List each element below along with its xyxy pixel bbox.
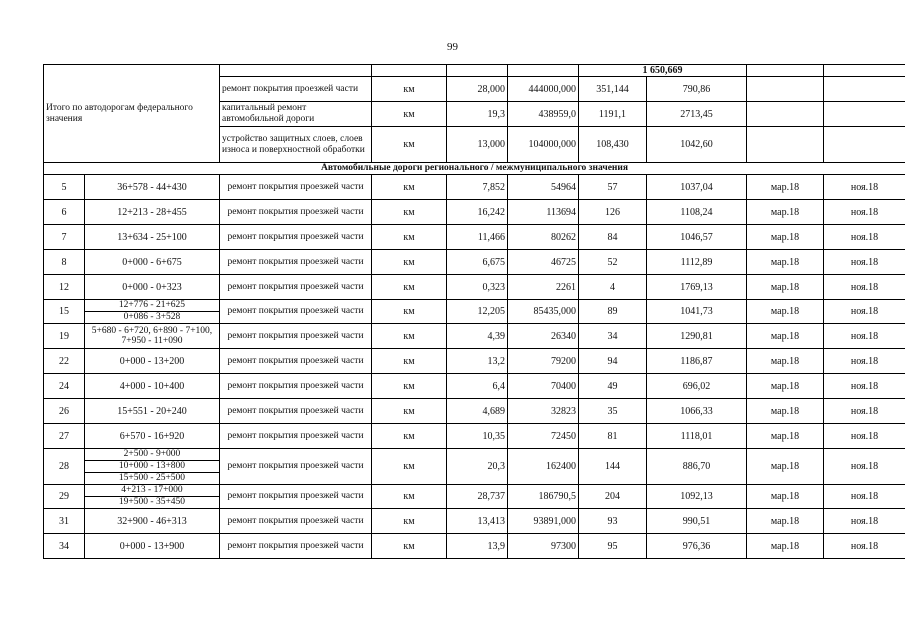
km-range: 2+500 - 9+000 (85, 449, 220, 461)
start-month: мар.18 (747, 399, 824, 424)
row-number: 7 (44, 225, 85, 250)
start-month: мар.18 (747, 275, 824, 300)
length: 19,3 (447, 102, 508, 127)
cost: 80262 (508, 225, 579, 250)
table-row (44, 225, 905, 250)
work-type: ремонт покрытия проезжей части (220, 485, 372, 509)
length: 11,466 (447, 225, 508, 250)
cost: 72450 (508, 424, 579, 449)
row-number: 34 (44, 534, 85, 559)
price: 696,02 (647, 374, 747, 399)
row-number: 12 (44, 275, 85, 300)
table-body (44, 65, 905, 559)
price: 1066,33 (647, 399, 747, 424)
area: 49 (579, 374, 647, 399)
table-row (44, 250, 905, 275)
length: 20,3 (447, 449, 508, 485)
price: 1290,81 (647, 324, 747, 349)
length: 10,35 (447, 424, 508, 449)
price: 1046,57 (647, 225, 747, 250)
cost: 97300 (508, 534, 579, 559)
length: 6,675 (447, 250, 508, 275)
table-row (44, 509, 905, 534)
work-type: ремонт покрытия проезжей части (220, 250, 372, 275)
work-type: ремонт покрытия проезжей части (220, 175, 372, 200)
work-type: ремонт покрытия проезжей части (220, 449, 372, 485)
end-month: ноя.18 (824, 449, 905, 485)
blank-cell (824, 102, 905, 127)
area: 57 (579, 175, 647, 200)
price: 990,51 (647, 509, 747, 534)
end-month: ноя.18 (824, 509, 905, 534)
area: 34 (579, 324, 647, 349)
unit: км (372, 324, 447, 349)
length: 16,242 (447, 200, 508, 225)
cost: 104000,000 (508, 127, 579, 163)
road-works-table (43, 64, 905, 559)
table-row (44, 449, 905, 461)
start-month: мар.18 (747, 485, 824, 509)
end-month: ноя.18 (824, 324, 905, 349)
unit: км (372, 424, 447, 449)
work-type: ремонт покрытия проезжей части (220, 509, 372, 534)
area: 52 (579, 250, 647, 275)
work-type: ремонт покрытия проезжей части (220, 275, 372, 300)
page-number: 99 (447, 41, 458, 53)
cost: 444000,000 (508, 77, 579, 102)
unit: км (372, 509, 447, 534)
area: 84 (579, 225, 647, 250)
km-range: 12+213 - 28+455 (85, 200, 220, 225)
row-number: 31 (44, 509, 85, 534)
unit: км (372, 225, 447, 250)
unit: км (372, 449, 447, 485)
km-range: 0+000 - 0+323 (85, 275, 220, 300)
unit: км (372, 250, 447, 275)
section-title: Автомобильные дороги регионального / межмуниципального значения (44, 163, 905, 175)
table-row (44, 374, 905, 399)
area: 89 (579, 300, 647, 324)
end-month: ноя.18 (824, 424, 905, 449)
table-row (44, 485, 905, 497)
work-type: ремонт покрытия проезжей части (220, 424, 372, 449)
row-number: 15 (44, 300, 85, 324)
price: 1042,60 (647, 127, 747, 163)
start-month: мар.18 (747, 324, 824, 349)
km-range: 19+500 - 35+450 (85, 497, 220, 509)
km-range: 36+578 - 44+430 (85, 175, 220, 200)
price: 1092,13 (647, 485, 747, 509)
cost: 162400 (508, 449, 579, 485)
price: 1186,87 (647, 349, 747, 374)
unit: км (372, 175, 447, 200)
work-type: ремонт покрытия проезжей части (220, 200, 372, 225)
federal-label: Итого по автодорогам федерального значения (44, 65, 220, 163)
area: 1191,1 (579, 102, 647, 127)
area: 351,144 (579, 77, 647, 102)
cost: 79200 (508, 349, 579, 374)
start-month: мар.18 (747, 250, 824, 275)
start-month: мар.18 (747, 509, 824, 534)
row-number: 8 (44, 250, 85, 275)
table-row (44, 200, 905, 225)
length: 28,000 (447, 77, 508, 102)
blank-cell (747, 65, 824, 77)
km-range: 32+900 - 46+313 (85, 509, 220, 534)
price: 886,70 (647, 449, 747, 485)
work-type: ремонт покрытия проезжей части (220, 534, 372, 559)
length: 12,205 (447, 300, 508, 324)
area: 95 (579, 534, 647, 559)
start-month: мар.18 (747, 534, 824, 559)
blank-cell (747, 127, 824, 163)
length: 13,413 (447, 509, 508, 534)
length: 4,689 (447, 399, 508, 424)
km-range: 15+500 - 25+500 (85, 473, 220, 485)
header-total: 1 650,669 (579, 65, 747, 77)
price: 1108,24 (647, 200, 747, 225)
work-type: ремонт покрытия проезжей части (220, 300, 372, 324)
end-month: ноя.18 (824, 534, 905, 559)
km-range: 0+000 - 6+675 (85, 250, 220, 275)
unit: км (372, 374, 447, 399)
row-number: 19 (44, 324, 85, 349)
area: 126 (579, 200, 647, 225)
price: 976,36 (647, 534, 747, 559)
length: 4,39 (447, 324, 508, 349)
area: 144 (579, 449, 647, 485)
area: 35 (579, 399, 647, 424)
unit: км (372, 200, 447, 225)
unit: км (372, 399, 447, 424)
blank-cell (747, 102, 824, 127)
cost: 32823 (508, 399, 579, 424)
price: 1037,04 (647, 175, 747, 200)
blank-cell (824, 65, 905, 77)
area: 4 (579, 275, 647, 300)
unit: км (372, 300, 447, 324)
start-month: мар.18 (747, 424, 824, 449)
unit: км (372, 534, 447, 559)
end-month: ноя.18 (824, 399, 905, 424)
start-month: мар.18 (747, 200, 824, 225)
length: 28,737 (447, 485, 508, 509)
end-month: ноя.18 (824, 485, 905, 509)
km-range: 12+776 - 21+625 (85, 300, 220, 312)
price: 1041,73 (647, 300, 747, 324)
cost: 26340 (508, 324, 579, 349)
blank-cell (372, 65, 447, 77)
cost: 438959,0 (508, 102, 579, 127)
row-number: 29 (44, 485, 85, 509)
km-range: 4+213 - 17+000 (85, 485, 220, 497)
row-number: 27 (44, 424, 85, 449)
km-range: 15+551 - 20+240 (85, 399, 220, 424)
end-month: ноя.18 (824, 374, 905, 399)
length: 13,000 (447, 127, 508, 163)
cost: 54964 (508, 175, 579, 200)
blank-cell (447, 65, 508, 77)
table-row (44, 275, 905, 300)
work-type: устройство защитных слоев, слоев износа и поверхностной обработки (220, 127, 372, 163)
unit: км (372, 127, 447, 163)
start-month: мар.18 (747, 374, 824, 399)
unit: км (372, 275, 447, 300)
work-type: ремонт покрытия проезжей части (220, 324, 372, 349)
cost: 70400 (508, 374, 579, 399)
price: 1769,13 (647, 275, 747, 300)
km-range: 4+000 - 10+400 (85, 374, 220, 399)
table-row (44, 324, 905, 349)
work-type: ремонт покрытия проезжей части (220, 77, 372, 102)
length: 0,323 (447, 275, 508, 300)
km-range: 0+000 - 13+900 (85, 534, 220, 559)
area: 81 (579, 424, 647, 449)
table-row (44, 175, 905, 200)
table-row (44, 349, 905, 374)
price: 790,86 (647, 77, 747, 102)
cost: 93891,000 (508, 509, 579, 534)
end-month: ноя.18 (824, 175, 905, 200)
length: 13,2 (447, 349, 508, 374)
km-range: 10+000 - 13+800 (85, 461, 220, 473)
work-type: ремонт покрытия проезжей части (220, 225, 372, 250)
table-row (44, 534, 905, 559)
end-month: ноя.18 (824, 250, 905, 275)
start-month: мар.18 (747, 175, 824, 200)
work-type: капитальный ремонт автомобильной дороги (220, 102, 372, 127)
cost: 113694 (508, 200, 579, 225)
km-range: 5+680 - 6+720, 6+890 - 7+100, 7+950 - 11+090 (85, 324, 220, 349)
price: 1112,89 (647, 250, 747, 275)
km-range: 13+634 - 25+100 (85, 225, 220, 250)
start-month: мар.18 (747, 300, 824, 324)
blank-cell (508, 65, 579, 77)
blank-cell (824, 127, 905, 163)
cost: 46725 (508, 250, 579, 275)
table-row (44, 399, 905, 424)
row-number: 6 (44, 200, 85, 225)
length: 7,852 (447, 175, 508, 200)
section-title-row (44, 163, 905, 175)
header-total-row (44, 65, 905, 77)
start-month: мар.18 (747, 449, 824, 485)
km-range: 0+000 - 13+200 (85, 349, 220, 374)
km-range: 0+086 - 3+528 (85, 312, 220, 324)
length: 13,9 (447, 534, 508, 559)
work-type: ремонт покрытия проезжей части (220, 349, 372, 374)
area: 93 (579, 509, 647, 534)
unit: км (372, 485, 447, 509)
work-type: ремонт покрытия проезжей части (220, 374, 372, 399)
km-range: 6+570 - 16+920 (85, 424, 220, 449)
area: 204 (579, 485, 647, 509)
cost: 186790,5 (508, 485, 579, 509)
price: 1118,01 (647, 424, 747, 449)
row-number: 28 (44, 449, 85, 485)
unit: км (372, 77, 447, 102)
row-number: 24 (44, 374, 85, 399)
unit: км (372, 349, 447, 374)
table-row (44, 424, 905, 449)
cost: 85435,000 (508, 300, 579, 324)
start-month: мар.18 (747, 349, 824, 374)
blank-cell (824, 77, 905, 102)
end-month: ноя.18 (824, 225, 905, 250)
area: 94 (579, 349, 647, 374)
end-month: ноя.18 (824, 200, 905, 225)
end-month: ноя.18 (824, 349, 905, 374)
blank-cell (747, 77, 824, 102)
start-month: мар.18 (747, 225, 824, 250)
cost: 2261 (508, 275, 579, 300)
work-type: ремонт покрытия проезжей части (220, 399, 372, 424)
row-number: 5 (44, 175, 85, 200)
unit: км (372, 102, 447, 127)
end-month: ноя.18 (824, 275, 905, 300)
area: 108,430 (579, 127, 647, 163)
row-number: 22 (44, 349, 85, 374)
end-month: ноя.18 (824, 300, 905, 324)
blank-cell (220, 65, 372, 77)
table-row (44, 300, 905, 312)
price: 2713,45 (647, 102, 747, 127)
row-number: 26 (44, 399, 85, 424)
length: 6,4 (447, 374, 508, 399)
